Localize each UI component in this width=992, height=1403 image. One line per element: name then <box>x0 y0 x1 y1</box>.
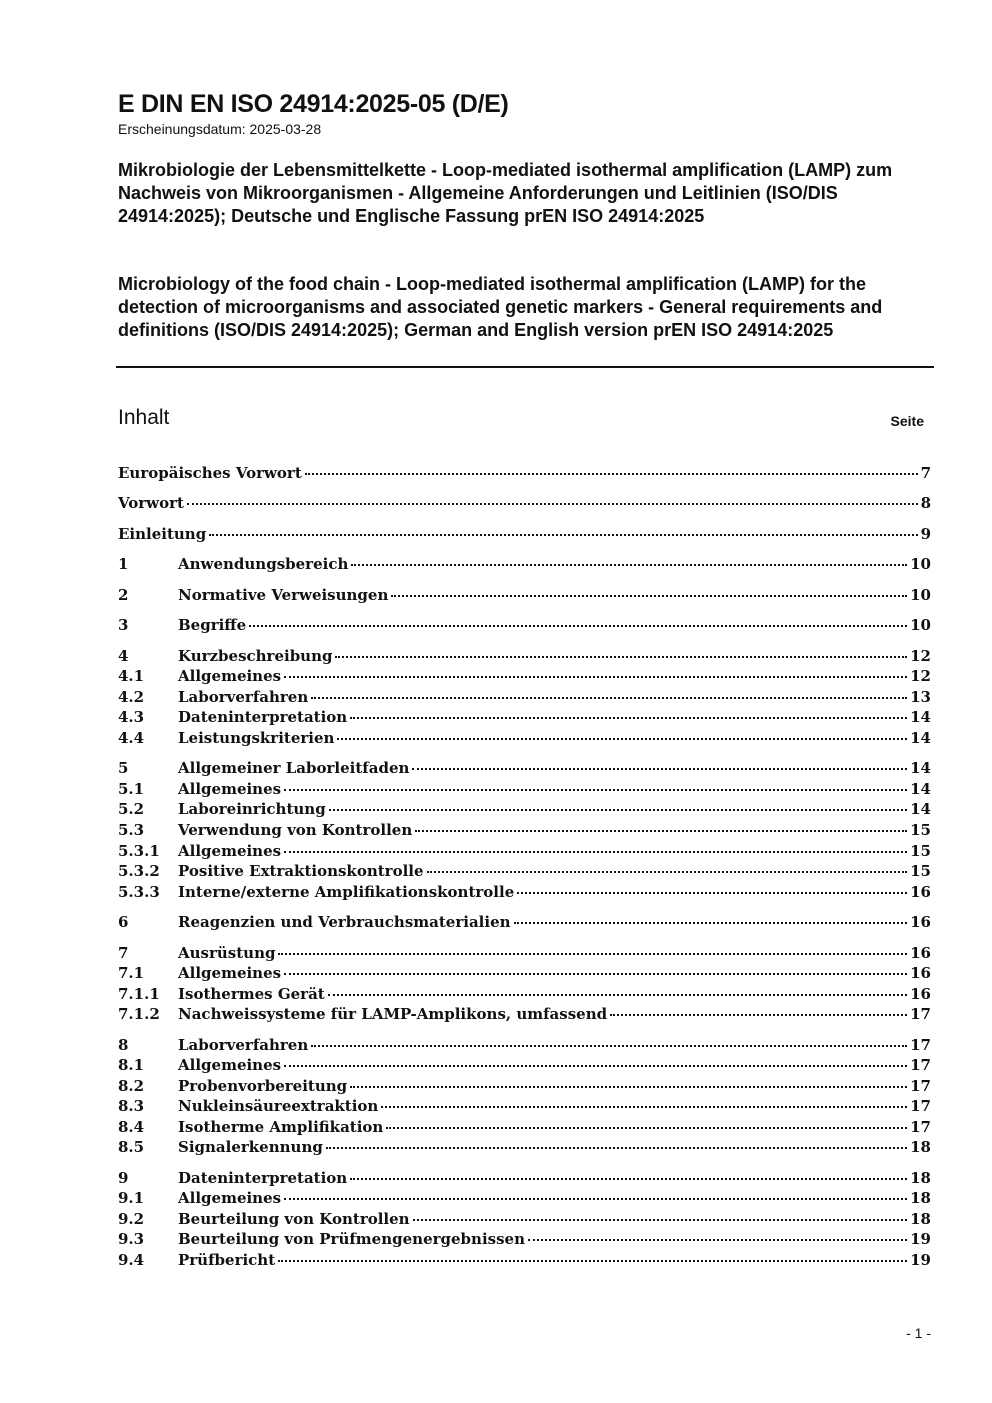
toc-entry-number: 5.3 <box>118 821 145 839</box>
toc-entry[interactable] <box>118 615 931 635</box>
header-divider <box>116 366 934 368</box>
toc-entry[interactable] <box>118 1096 931 1116</box>
toc-leader-dots <box>328 994 907 996</box>
toc-entry-page: 10 <box>910 616 931 634</box>
toc-entry-label: Allgemeines <box>178 1189 282 1207</box>
toc-entry[interactable] <box>118 707 931 727</box>
title-english: Microbiology of the food chain - Loop-mediated isothermal amplification (LAMP) for the detection of microorganisms and associated genetic markers - General requirements and definitions (ISO/DIS 24914:2025); German and English version prEN ISO 24914:2025 <box>118 274 883 340</box>
toc-entry-label: Allgemeines <box>178 964 282 982</box>
toc-entry-page: 18 <box>910 1138 931 1156</box>
toc-entry-label: Nukleinsäureextraktion <box>178 1097 379 1115</box>
toc-leader-dots <box>413 1219 908 1221</box>
toc-leader-dots <box>284 851 907 853</box>
toc-leader-dots <box>412 768 907 770</box>
toc-entry-number: 9.1 <box>118 1189 145 1207</box>
toc-entry-page: 10 <box>910 555 931 573</box>
toc-entry-page: 14 <box>910 800 931 818</box>
toc-leader-dots <box>514 922 908 924</box>
toc-leader-dots <box>386 1127 907 1129</box>
toc-entry-number: 9.2 <box>118 1210 145 1228</box>
toc-entry[interactable] <box>118 687 931 707</box>
toc-leader-dots <box>278 953 907 955</box>
toc-entry-label: Dateninterpretation <box>178 1169 348 1187</box>
toc-entry[interactable] <box>118 463 931 483</box>
toc-entry-label: Allgemeines <box>178 1056 282 1074</box>
toc-entry-page: 14 <box>910 759 931 777</box>
toc-leader-dots <box>284 789 907 791</box>
toc-entry[interactable] <box>118 820 931 840</box>
toc-entry-number: 1 <box>118 555 129 573</box>
toc-entry-label: Einleitung <box>118 525 207 543</box>
toc-entry-label: Leistungskriterien <box>178 729 335 747</box>
toc-leader-dots <box>326 1147 907 1149</box>
toc-entry[interactable] <box>118 728 931 748</box>
toc-entry-number: 4.2 <box>118 688 145 706</box>
toc-entry-number: 4.3 <box>118 708 145 726</box>
toc-entry-page: 10 <box>910 586 931 604</box>
toc-entry[interactable] <box>118 1055 931 1075</box>
toc-leader-dots <box>517 892 907 894</box>
toc-entry[interactable] <box>118 1137 931 1157</box>
toc-leader-dots <box>329 809 907 811</box>
toc-entry-label: Beurteilung von Prüfmengenergebnissen <box>178 1230 525 1248</box>
toc-entry-number: 7.1.1 <box>118 985 160 1003</box>
toc-entry-number: 5.3.2 <box>118 862 160 880</box>
toc-entry-page: 7 <box>920 464 931 482</box>
toc-entry[interactable] <box>118 1168 931 1188</box>
toc-entry[interactable] <box>118 943 931 963</box>
toc-entry-page: 9 <box>920 525 931 543</box>
toc-leader-dots <box>209 534 917 536</box>
toc-entry-label: Allgemeines <box>178 780 282 798</box>
toc-entry-number: 9 <box>118 1169 129 1187</box>
toc-leader-dots <box>381 1106 907 1108</box>
toc-entry-page: 17 <box>910 1077 931 1095</box>
toc-entry-label: Laborverfahren <box>178 1036 309 1054</box>
toc-entry-number: 6 <box>118 913 129 931</box>
toc-entry-page: 16 <box>910 964 931 982</box>
toc-entry[interactable] <box>118 1117 931 1137</box>
toc-entry-page: 14 <box>910 780 931 798</box>
toc-entry[interactable] <box>118 861 931 881</box>
toc-leader-dots <box>415 830 907 832</box>
toc-entry-page: 14 <box>910 729 931 747</box>
toc-entry-label: Verwendung von Kontrollen <box>178 821 413 839</box>
title-german: Mikrobiologie der Lebensmittelkette - Loop-mediated isothermal amplification (LAMP) zum Nachweis von Mikroorganismen - Allgemeine Anforderungen und Leitlinien (ISO/DIS 24914:2025); Deutsche und Englische Fassung prEN ISO 24914:2025 <box>118 160 893 226</box>
toc-entry-page: 13 <box>910 688 931 706</box>
toc-entry-label: Prüfbericht <box>178 1251 276 1269</box>
toc-entry[interactable] <box>118 1188 931 1208</box>
toc-entry-number: 5.2 <box>118 800 145 818</box>
toc-entry[interactable] <box>118 646 931 666</box>
toc-entry-number: 5.3.3 <box>118 883 160 901</box>
toc-entry-page: 17 <box>910 1056 931 1074</box>
toc-entry-label: Normative Verweisungen <box>178 586 389 604</box>
document-title: E DIN EN ISO 24914:2025-05 (D/E) <box>118 90 509 118</box>
toc-entry-number: 8.4 <box>118 1118 145 1136</box>
toc-entry-label: Probenvorbereitung <box>178 1077 348 1095</box>
toc-entry-label: Laborverfahren <box>178 688 309 706</box>
toc-entry-number: 7.1.2 <box>118 1005 160 1023</box>
toc-entry-number: 8 <box>118 1036 129 1054</box>
toc-entry-number: 8.3 <box>118 1097 145 1115</box>
toc-entry-page: 18 <box>910 1169 931 1187</box>
toc-entry[interactable] <box>118 585 931 605</box>
toc-entry-label: Dateninterpretation <box>178 708 348 726</box>
toc-entry[interactable] <box>118 1250 931 1270</box>
toc-entry[interactable] <box>118 1035 931 1055</box>
toc-entry[interactable] <box>118 493 931 513</box>
toc-entry-label: Allgemeines <box>178 667 282 685</box>
toc-entry-number: 4.1 <box>118 667 145 685</box>
toc-entry-number: 8.2 <box>118 1077 145 1095</box>
toc-entry[interactable] <box>118 1229 931 1249</box>
toc-entry-label: Interne/externe Amplifikationskontrolle <box>178 883 515 901</box>
toc-entry-label: Nachweissysteme für LAMP-Amplikons, umfassend <box>178 1005 608 1023</box>
toc-entry-page: 19 <box>910 1230 931 1248</box>
toc-entry-number: 5.1 <box>118 780 145 798</box>
toc-entry-label: Europäisches Vorwort <box>118 464 302 482</box>
toc-leader-dots <box>284 1065 907 1067</box>
toc-entry-page: 12 <box>910 667 931 685</box>
toc-entry-label: Isothermes Gerät <box>178 985 325 1003</box>
toc-entry-label: Positive Extraktionskontrolle <box>178 862 424 880</box>
toc-entry[interactable] <box>118 841 931 861</box>
toc-entry-number: 4.4 <box>118 729 145 747</box>
toc-entry[interactable] <box>118 666 931 686</box>
toc-entry[interactable] <box>118 758 931 778</box>
toc-entry-number: 5.3.1 <box>118 842 160 860</box>
toc-entry-page: 17 <box>910 1097 931 1115</box>
toc-entry-page: 15 <box>910 862 931 880</box>
toc-entry-page: 18 <box>910 1189 931 1207</box>
toc-entry-label: Allgemeines <box>178 842 282 860</box>
toc-entry[interactable] <box>118 524 931 544</box>
toc-leader-dots <box>249 625 907 627</box>
toc-entry-number: 9.3 <box>118 1230 145 1248</box>
toc-leader-dots <box>427 871 908 873</box>
toc-entry-page: 8 <box>920 494 931 512</box>
toc-entry[interactable] <box>118 912 931 932</box>
toc-entry-page: 19 <box>910 1251 931 1269</box>
toc-entry[interactable] <box>118 882 931 902</box>
toc-entry-label: Begriffe <box>178 616 247 634</box>
toc-entry-page: 15 <box>910 821 931 839</box>
toc-entry-page: 16 <box>910 913 931 931</box>
toc-entry-label: Reagenzien und Verbrauchsmaterialien <box>178 913 511 931</box>
toc-leader-dots <box>351 564 907 566</box>
publication-date: Erscheinungsdatum: 2025-03-28 <box>118 121 322 137</box>
toc-leader-dots <box>350 1178 907 1180</box>
page-column-label: Seite <box>890 413 924 429</box>
toc-leader-dots <box>305 473 918 475</box>
toc-entry-number: 9.4 <box>118 1251 145 1269</box>
toc-leader-dots <box>335 656 907 658</box>
toc-leader-dots <box>278 1260 907 1262</box>
toc-entry-page: 17 <box>910 1036 931 1054</box>
toc-leader-dots <box>528 1239 907 1241</box>
toc-entry[interactable] <box>118 779 931 799</box>
toc-leader-dots <box>284 1198 907 1200</box>
toc-entry-number: 2 <box>118 586 129 604</box>
toc-entry-label: Kurzbeschreibung <box>178 647 333 665</box>
toc-leader-dots <box>391 595 907 597</box>
toc-leader-dots <box>187 503 918 505</box>
toc-leader-dots <box>284 676 907 678</box>
toc-entry-page: 17 <box>910 1118 931 1136</box>
toc-entry-page: 17 <box>910 1005 931 1023</box>
toc-entry-number: 7.1 <box>118 964 145 982</box>
page-number: - 1 - <box>906 1325 931 1341</box>
toc-leader-dots <box>311 1045 907 1047</box>
toc-entry[interactable] <box>118 799 931 819</box>
toc-entry[interactable] <box>118 963 931 983</box>
toc-entry-number: 7 <box>118 944 129 962</box>
toc-entry-page: 16 <box>910 883 931 901</box>
toc-entry-page: 16 <box>910 944 931 962</box>
toc-leader-dots <box>337 738 907 740</box>
toc-entry[interactable] <box>118 1076 931 1096</box>
toc-entry-number: 5 <box>118 759 129 777</box>
toc-leader-dots <box>350 717 907 719</box>
toc-entry-page: 16 <box>910 985 931 1003</box>
toc-entry-number: 8.1 <box>118 1056 145 1074</box>
toc-entry[interactable] <box>118 554 931 574</box>
toc-entry-label: Anwendungsbereich <box>178 555 349 573</box>
toc-entry-label: Laboreinrichtung <box>178 800 326 818</box>
toc-leader-dots <box>284 973 907 975</box>
toc-entry-number: 8.5 <box>118 1138 145 1156</box>
toc-leader-dots <box>350 1086 907 1088</box>
toc-entry[interactable] <box>118 984 931 1004</box>
toc-entry-page: 14 <box>910 708 931 726</box>
toc-leader-dots <box>610 1014 907 1016</box>
toc-entry-number: 4 <box>118 647 129 665</box>
toc-entry-label: Signalerkennung <box>178 1138 323 1156</box>
toc-entry-page: 15 <box>910 842 931 860</box>
contents-heading: Inhalt <box>118 406 170 429</box>
toc-entry-page: 18 <box>910 1210 931 1228</box>
toc-entry-label: Allgemeiner Laborleitfaden <box>178 759 410 777</box>
toc-entry-label: Vorwort <box>118 494 184 512</box>
toc-entry[interactable] <box>118 1209 931 1229</box>
toc-entry-label: Beurteilung von Kontrollen <box>178 1210 410 1228</box>
toc-entry[interactable] <box>118 1004 931 1024</box>
toc-entry-label: Isotherme Amplifikation <box>178 1118 384 1136</box>
toc-entry-label: Ausrüstung <box>178 944 276 962</box>
toc-leader-dots <box>311 697 907 699</box>
toc-entry-number: 3 <box>118 616 129 634</box>
toc-entry-page: 12 <box>910 647 931 665</box>
